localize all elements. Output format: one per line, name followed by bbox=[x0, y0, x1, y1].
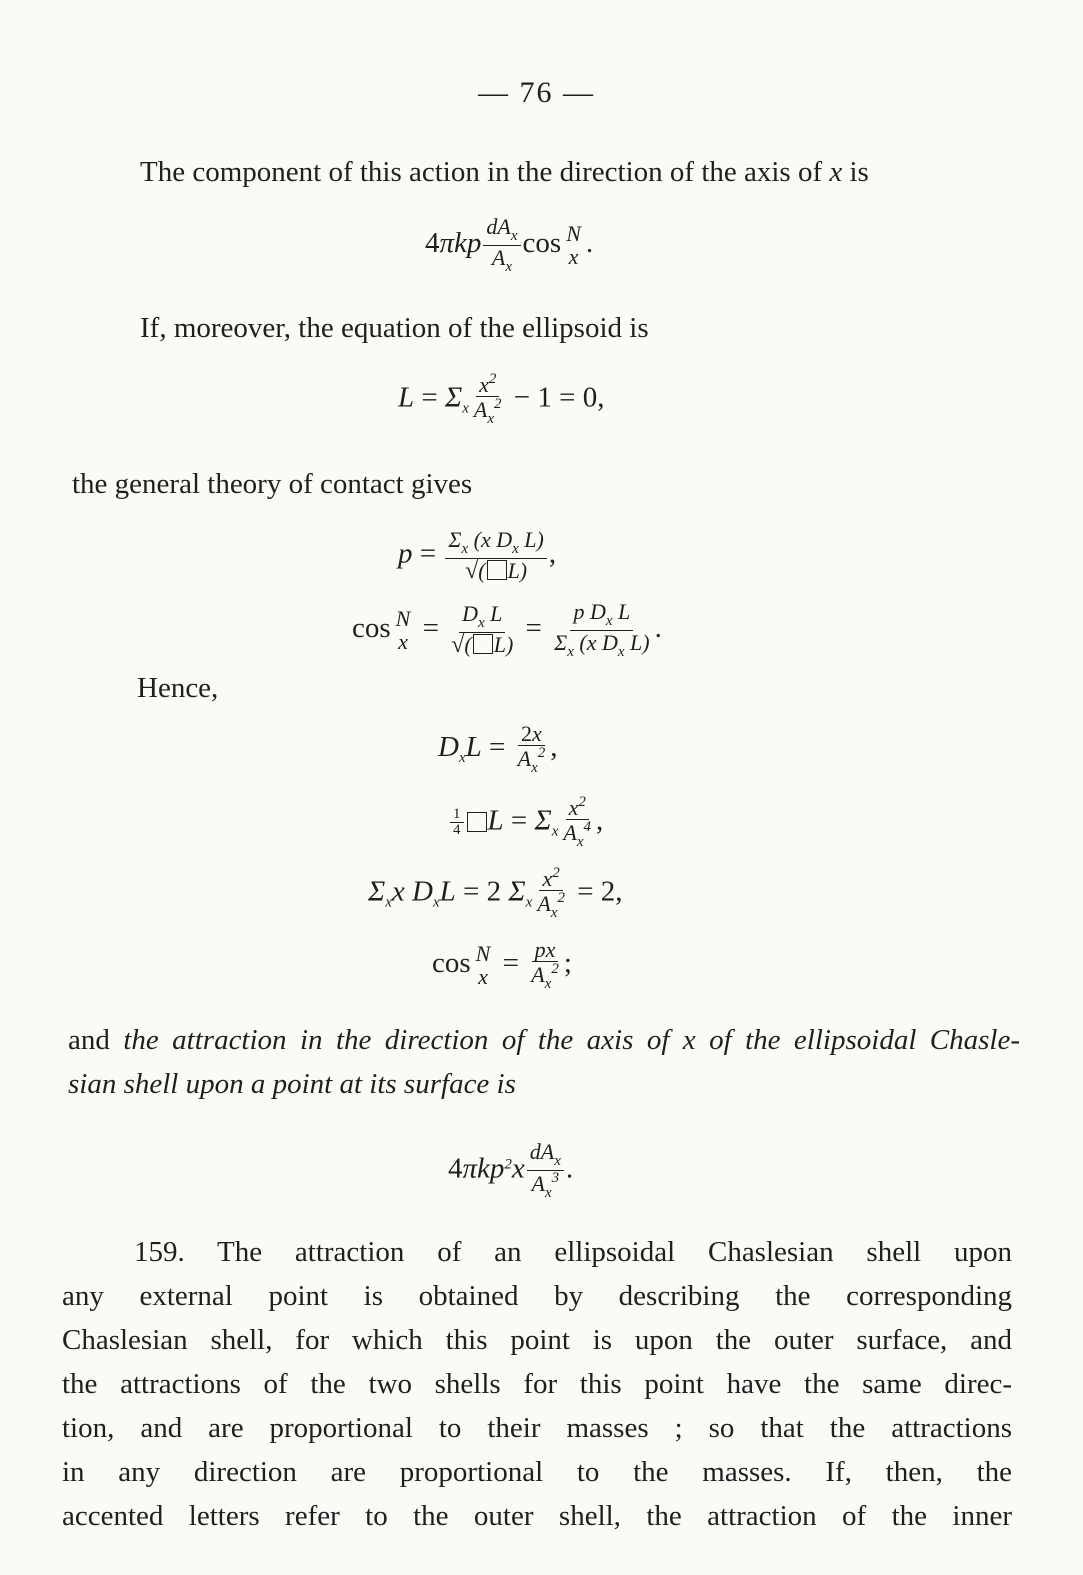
equation-ellipsoid: $L = \Sigma_x$ $\frac{x^2}{A_x^2}$ − 1 = 0, bbox=[398, 371, 605, 428]
paragraph-hence: Hence, bbox=[137, 672, 219, 704]
equation-attraction-surface: 4πkp$^2$x $\frac{dA_x}{A_x^3}$ . bbox=[448, 1139, 574, 1201]
equation-box-l: $\frac{1}{4}$ $L = \Sigma_x$ $\frac{x^2}{A_x^4}$ , bbox=[448, 795, 603, 851]
paragraph-theory: the general theory of contact gives bbox=[72, 468, 473, 500]
paragraph-component: The component of this action in the direction of the axis of x is bbox=[140, 156, 869, 188]
equation-sum-xdxl: $\Sigma_xx$ $D_xL = 2$ $\Sigma_x$ $\frac{x^2}{A_x^2}$ = 2, bbox=[368, 865, 623, 922]
equation-component: 4πkp $\frac{dA_x}{A_x}$ cos N x . bbox=[425, 214, 594, 275]
equation-p: p = $\frac{\Sigma_x (x D_x L)}{√( L)}$ , bbox=[398, 527, 557, 584]
equation-cos-nx: cos N x = $\frac{D_x L}{√( L)}$ = $\frac{p D_x L}{\Sigma_x (x D_x L)}$ . bbox=[352, 599, 662, 660]
equation-dxl: $D_xL$ = $\frac{2x}{A_x^2}$ , bbox=[438, 721, 558, 777]
paragraph-moreover: If, moreover, the equation of the ellipsoid is bbox=[140, 312, 649, 344]
page-number: — 76 — bbox=[478, 76, 595, 109]
equation-cos-px: cos N x = $\frac{px}{A_x^2}$ ; bbox=[432, 937, 572, 993]
paragraph-159: 159. The attraction of an ellipsoidal Chaslesian shell upon any external point is obtained by describing the corresponding Chaslesian shell, for which this point is upon the outer surface, and the attractions of the two shells for this point have the same direc- tion, and are proportional to their masses ; so that the attractions in any direction are proportional to the masses. If, then, the accented letters refer to the outer shell, the attraction of the inner bbox=[62, 1236, 1012, 1532]
paragraph-attraction: and the attraction in the direction of the axis of x of the ellipsoidal Chasle- sian shell upon a point at its surface is bbox=[68, 1024, 1021, 1100]
